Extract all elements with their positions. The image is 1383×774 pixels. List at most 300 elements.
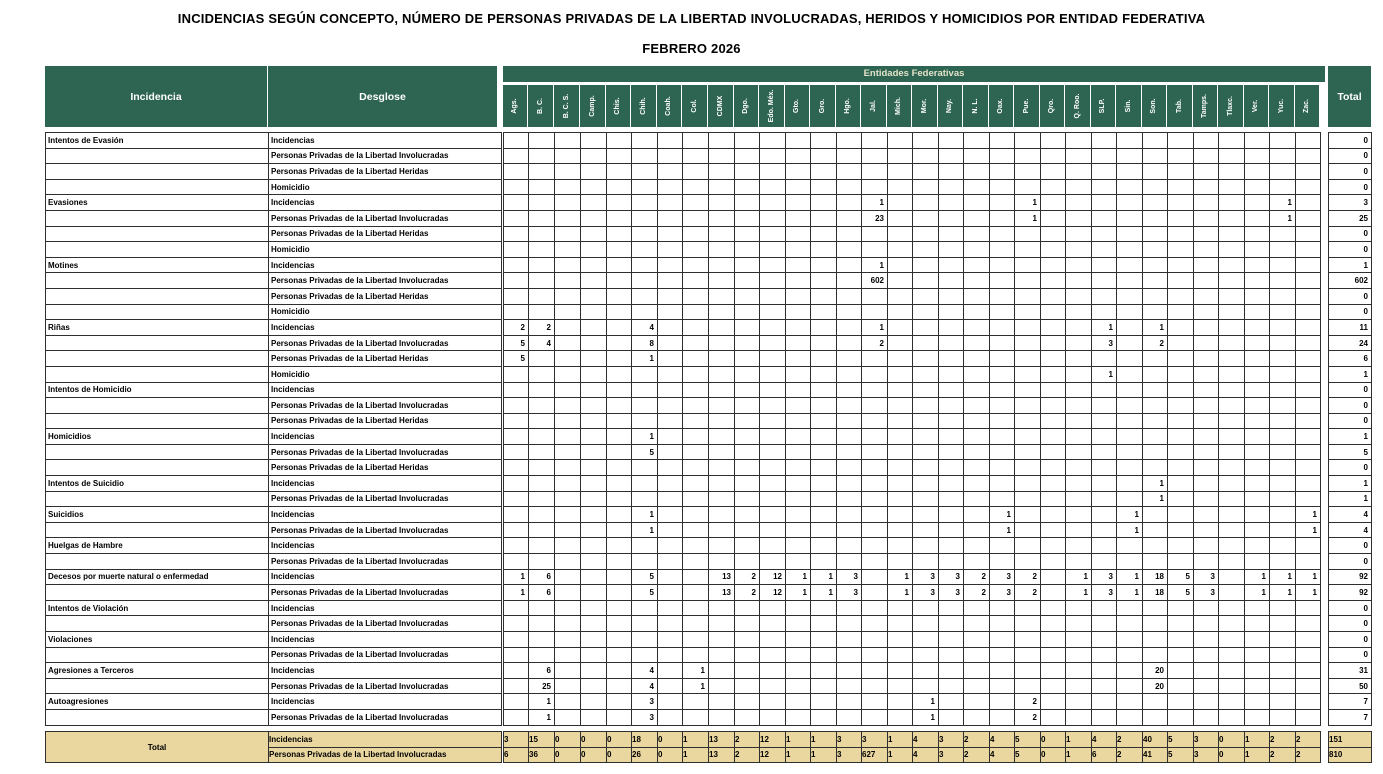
value-cell xyxy=(529,179,555,195)
header-desglose: Desglose xyxy=(268,66,497,127)
incidencia-cell xyxy=(46,242,269,258)
value-cell: 1 xyxy=(1066,569,1092,585)
value-cell xyxy=(1041,288,1066,304)
row-total-cell: 11 xyxy=(1329,320,1372,336)
value-cell xyxy=(1041,320,1066,336)
value-cell xyxy=(1143,164,1168,180)
value-cell xyxy=(990,351,1015,367)
page-subtitle: FEBRERO 2026 xyxy=(642,41,741,56)
value-cell xyxy=(1092,460,1117,476)
value-cell xyxy=(1117,257,1143,273)
value-cell xyxy=(581,647,607,663)
value-cell xyxy=(607,569,632,585)
value-cell xyxy=(990,164,1015,180)
footer-value-cell: 1 xyxy=(786,732,811,748)
state-header-label: Qro. xyxy=(1048,98,1055,114)
state-header xyxy=(938,85,963,127)
value-cell xyxy=(1270,304,1296,320)
state-header-label: Chih. xyxy=(639,97,647,115)
value-cell xyxy=(581,320,607,336)
value-cell xyxy=(1245,133,1270,149)
state-header xyxy=(1091,85,1116,127)
value-cell xyxy=(735,257,760,273)
value-cell xyxy=(607,507,632,523)
value-cell xyxy=(735,476,760,492)
value-cell xyxy=(1041,304,1066,320)
value-cell xyxy=(658,273,683,289)
table-row xyxy=(46,491,502,507)
value-cell xyxy=(913,460,939,476)
value-cell xyxy=(1194,694,1219,710)
state-header-label: Tab. xyxy=(1175,99,1183,113)
desglose-cell: Personas Privadas de la Libertad Involucradas xyxy=(269,522,502,538)
value-cell xyxy=(811,366,837,382)
value-cell xyxy=(1219,148,1245,164)
value-cell xyxy=(683,320,709,336)
value-cell xyxy=(1296,304,1321,320)
value-cell xyxy=(735,554,760,570)
value-cell xyxy=(658,242,683,258)
value-cell xyxy=(555,413,581,429)
state-header-label: Mor. xyxy=(920,98,928,114)
footer-value-cell: 3 xyxy=(1194,747,1219,763)
value-cell xyxy=(760,491,786,507)
value-cell xyxy=(1219,351,1245,367)
table-row xyxy=(1329,569,1372,585)
table-row xyxy=(504,273,1321,289)
footer-value-cell: 15 xyxy=(529,732,555,748)
value-cell xyxy=(1296,273,1321,289)
value-cell xyxy=(862,694,888,710)
value-cell xyxy=(581,616,607,632)
value-cell xyxy=(1143,148,1168,164)
value-cell xyxy=(760,288,786,304)
value-cell xyxy=(1066,320,1092,336)
value-cell xyxy=(658,632,683,648)
state-header-label: Sin. xyxy=(1124,99,1132,113)
value-cell xyxy=(1194,288,1219,304)
value-cell xyxy=(862,600,888,616)
state-header-label: Dgo. xyxy=(742,98,749,114)
value-cell: 1 xyxy=(1117,569,1143,585)
table-row xyxy=(46,195,502,211)
value-cell xyxy=(862,398,888,414)
value-cell xyxy=(888,148,913,164)
value-cell: 3 xyxy=(1092,335,1117,351)
value-cell xyxy=(1143,507,1168,523)
table-row xyxy=(504,554,1321,570)
desglose-cell: Personas Privadas de la Libertad Heridas xyxy=(269,351,502,367)
value-cell xyxy=(1219,133,1245,149)
value-cell xyxy=(837,335,862,351)
value-cell xyxy=(939,507,964,523)
value-cell xyxy=(1168,694,1194,710)
value-cell xyxy=(939,398,964,414)
value-cell xyxy=(1296,288,1321,304)
table-row xyxy=(46,242,502,258)
value-cell xyxy=(1041,647,1066,663)
value-cell xyxy=(1168,351,1194,367)
value-cell: 1 xyxy=(862,320,888,336)
value-cell xyxy=(1041,195,1066,211)
value-cell: 23 xyxy=(862,210,888,226)
value-cell xyxy=(990,335,1015,351)
value-cell xyxy=(1015,351,1041,367)
value-cell xyxy=(607,242,632,258)
table-row xyxy=(504,413,1321,429)
value-cell xyxy=(888,273,913,289)
state-header-label: Nay. xyxy=(946,98,953,114)
value-cell xyxy=(632,133,658,149)
value-cell xyxy=(607,226,632,242)
value-cell xyxy=(1270,538,1296,554)
value-cell xyxy=(735,148,760,164)
value-cell xyxy=(1219,694,1245,710)
value-cell xyxy=(683,491,709,507)
value-cell xyxy=(555,273,581,289)
footer-desglose-cell: Personas Privadas de la Libertad Involucradas xyxy=(269,747,502,763)
value-cell xyxy=(1219,709,1245,725)
value-cell xyxy=(786,694,811,710)
incidencia-cell: Autoagresiones xyxy=(46,694,269,710)
state-header-label: Coah. xyxy=(665,96,672,116)
value-cell xyxy=(837,164,862,180)
value-cell xyxy=(581,522,607,538)
value-cell xyxy=(1066,195,1092,211)
value-cell xyxy=(1041,429,1066,445)
value-cell xyxy=(1296,709,1321,725)
value-cell xyxy=(1270,476,1296,492)
value-cell xyxy=(658,398,683,414)
value-cell xyxy=(1296,148,1321,164)
value-cell xyxy=(1143,522,1168,538)
row-total-cell: 0 xyxy=(1329,382,1372,398)
value-cell xyxy=(1066,522,1092,538)
value-cell: 1 xyxy=(1296,585,1321,601)
value-cell xyxy=(632,164,658,180)
value-cell xyxy=(1296,491,1321,507)
value-cell xyxy=(760,133,786,149)
row-total-cell: 3 xyxy=(1329,195,1372,211)
value-cell xyxy=(1270,382,1296,398)
incidencia-cell xyxy=(46,491,269,507)
value-cell xyxy=(760,273,786,289)
value-cell xyxy=(581,663,607,679)
value-cell xyxy=(888,429,913,445)
value-cell xyxy=(990,382,1015,398)
value-cell xyxy=(581,709,607,725)
value-cell xyxy=(581,444,607,460)
value-cell xyxy=(913,632,939,648)
value-cell xyxy=(1143,366,1168,382)
state-header-label: B. C. S. xyxy=(562,93,570,119)
value-cell: 1 xyxy=(632,507,658,523)
value-cell xyxy=(913,444,939,460)
value-cell xyxy=(1066,226,1092,242)
value-cell xyxy=(1296,632,1321,648)
footer-value-cell: 1 xyxy=(811,732,837,748)
value-cell xyxy=(735,600,760,616)
value-cell xyxy=(555,398,581,414)
value-cell xyxy=(964,148,990,164)
footer-value-cell: 4 xyxy=(990,747,1015,763)
value-cell xyxy=(1168,554,1194,570)
value-cell: 3 xyxy=(1194,585,1219,601)
value-cell xyxy=(1041,242,1066,258)
value-cell xyxy=(1219,382,1245,398)
value-cell xyxy=(760,335,786,351)
table-row xyxy=(504,164,1321,180)
row-total-cell: 1 xyxy=(1329,491,1372,507)
value-cell xyxy=(990,398,1015,414)
value-cell xyxy=(964,647,990,663)
desglose-cell: Incidencias xyxy=(269,663,502,679)
value-cell xyxy=(632,366,658,382)
value-cell xyxy=(964,476,990,492)
value-cell xyxy=(760,678,786,694)
value-cell: 1 xyxy=(862,257,888,273)
value-cell xyxy=(607,164,632,180)
value-cell xyxy=(1168,273,1194,289)
value-cell: 2 xyxy=(1015,694,1041,710)
value-cell xyxy=(683,616,709,632)
value-cell xyxy=(888,554,913,570)
value-cell: 1 xyxy=(632,429,658,445)
value-cell xyxy=(1066,179,1092,195)
value-cell xyxy=(607,320,632,336)
value-cell xyxy=(504,647,529,663)
value-cell xyxy=(786,242,811,258)
value-cell xyxy=(1015,179,1041,195)
value-cell xyxy=(811,663,837,679)
value-cell xyxy=(581,195,607,211)
value-cell xyxy=(939,179,964,195)
value-cell xyxy=(1092,616,1117,632)
value-cell xyxy=(555,522,581,538)
table-row xyxy=(1329,444,1372,460)
value-cell xyxy=(735,538,760,554)
value-cell xyxy=(913,413,939,429)
value-cell xyxy=(964,398,990,414)
value-cell: 1 xyxy=(1117,507,1143,523)
value-cell xyxy=(1245,694,1270,710)
value-cell xyxy=(1270,320,1296,336)
value-cell xyxy=(607,133,632,149)
value-cell xyxy=(504,538,529,554)
table-row xyxy=(504,444,1321,460)
value-cell xyxy=(786,210,811,226)
value-cell xyxy=(1066,694,1092,710)
incidencia-cell xyxy=(46,273,269,289)
value-cell xyxy=(1117,226,1143,242)
value-cell xyxy=(1066,538,1092,554)
value-cell xyxy=(658,257,683,273)
footer-value-cell: 26 xyxy=(632,747,658,763)
value-cell xyxy=(1245,444,1270,460)
value-cell xyxy=(1296,429,1321,445)
value-cell xyxy=(1092,522,1117,538)
value-cell xyxy=(607,460,632,476)
value-cell xyxy=(1219,288,1245,304)
value-cell xyxy=(658,538,683,554)
table-row xyxy=(504,366,1321,382)
value-cell xyxy=(607,585,632,601)
value-cell xyxy=(581,507,607,523)
value-cell xyxy=(964,663,990,679)
value-cell xyxy=(1168,242,1194,258)
value-cell xyxy=(1270,554,1296,570)
value-cell xyxy=(760,304,786,320)
value-cell xyxy=(1245,288,1270,304)
value-cell xyxy=(683,210,709,226)
value-cell xyxy=(632,304,658,320)
value-cell xyxy=(529,507,555,523)
value-cell xyxy=(709,226,735,242)
footer-value-cell: 2 xyxy=(964,747,990,763)
value-cell: 602 xyxy=(862,273,888,289)
value-cell xyxy=(1092,226,1117,242)
value-cell xyxy=(990,632,1015,648)
value-cell xyxy=(658,226,683,242)
value-cell xyxy=(658,210,683,226)
value-cell xyxy=(888,709,913,725)
value-cell: 1 xyxy=(888,569,913,585)
value-cell: 1 xyxy=(529,709,555,725)
value-cell xyxy=(632,273,658,289)
footer-value-cell: 0 xyxy=(581,732,607,748)
value-cell xyxy=(1041,569,1066,585)
value-cell xyxy=(1219,366,1245,382)
value-cell xyxy=(760,398,786,414)
value-cell xyxy=(1194,507,1219,523)
table-row xyxy=(1329,226,1372,242)
value-cell xyxy=(1066,476,1092,492)
footer-value-cell: 1 xyxy=(1066,747,1092,763)
value-cell xyxy=(607,663,632,679)
value-cell: 1 xyxy=(1270,585,1296,601)
desglose-cell: Personas Privadas de la Libertad Heridas xyxy=(269,460,502,476)
value-cell xyxy=(735,335,760,351)
value-cell: 3 xyxy=(913,585,939,601)
value-cell xyxy=(939,195,964,211)
value-cell xyxy=(1143,273,1168,289)
value-cell xyxy=(735,304,760,320)
value-cell xyxy=(1066,444,1092,460)
row-total-cell: 0 xyxy=(1329,148,1372,164)
value-cell xyxy=(964,538,990,554)
value-cell xyxy=(607,647,632,663)
value-cell xyxy=(1066,398,1092,414)
desglose-cell: Homicidio xyxy=(269,304,502,320)
value-cell xyxy=(888,632,913,648)
state-header xyxy=(963,85,989,127)
value-cell xyxy=(607,694,632,710)
footer-value-cell: 1 xyxy=(683,747,709,763)
desglose-cell: Homicidio xyxy=(269,242,502,258)
value-cell xyxy=(964,491,990,507)
value-cell xyxy=(1168,460,1194,476)
value-cell xyxy=(735,398,760,414)
value-cell xyxy=(683,164,709,180)
value-cell xyxy=(581,538,607,554)
value-cell xyxy=(811,242,837,258)
row-total-cell: 50 xyxy=(1329,678,1372,694)
value-cell xyxy=(1168,210,1194,226)
value-cell xyxy=(581,257,607,273)
table-row xyxy=(1329,678,1372,694)
value-cell xyxy=(735,273,760,289)
incidencia-cell xyxy=(46,210,269,226)
value-cell xyxy=(1117,335,1143,351)
value-cell xyxy=(939,476,964,492)
value-cell xyxy=(607,678,632,694)
value-cell xyxy=(529,413,555,429)
value-cell xyxy=(1168,507,1194,523)
value-cell: 4 xyxy=(632,320,658,336)
footer-grand-total-cell: 151 xyxy=(1329,732,1372,748)
row-total-cell: 0 xyxy=(1329,538,1372,554)
value-cell xyxy=(760,382,786,398)
value-cell xyxy=(735,164,760,180)
value-cell: 1 xyxy=(1117,585,1143,601)
value-cell xyxy=(1092,164,1117,180)
value-cell xyxy=(1143,351,1168,367)
value-cell xyxy=(1066,678,1092,694)
value-cell xyxy=(555,600,581,616)
value-cell xyxy=(811,616,837,632)
value-cell xyxy=(939,273,964,289)
value-cell xyxy=(658,522,683,538)
value-cell xyxy=(735,647,760,663)
row-total-cell: 0 xyxy=(1329,304,1372,320)
value-cell xyxy=(1168,444,1194,460)
value-cell xyxy=(837,351,862,367)
value-cell xyxy=(1117,709,1143,725)
state-header xyxy=(1193,85,1218,127)
value-cell xyxy=(658,600,683,616)
value-cell xyxy=(1143,694,1168,710)
value-cell xyxy=(913,647,939,663)
value-cell: 1 xyxy=(683,663,709,679)
value-cell: 3 xyxy=(1092,569,1117,585)
value-cell xyxy=(581,210,607,226)
value-cell xyxy=(837,366,862,382)
value-cell xyxy=(1092,304,1117,320)
value-cell xyxy=(555,288,581,304)
value-cell xyxy=(1015,476,1041,492)
value-cell xyxy=(658,133,683,149)
value-cell xyxy=(1270,273,1296,289)
table-row xyxy=(504,647,1321,663)
value-cell xyxy=(913,164,939,180)
value-cell xyxy=(888,507,913,523)
table-row xyxy=(1329,366,1372,382)
value-cell xyxy=(1143,429,1168,445)
table-row xyxy=(46,647,502,663)
value-cell xyxy=(1041,694,1066,710)
value-cell xyxy=(837,678,862,694)
value-cell xyxy=(1219,195,1245,211)
footer-value-cell: 5 xyxy=(1168,732,1194,748)
value-cell xyxy=(862,444,888,460)
value-cell xyxy=(837,242,862,258)
value-cell xyxy=(1066,554,1092,570)
value-cell: 1 xyxy=(1245,585,1270,601)
value-cell xyxy=(1117,148,1143,164)
value-cell xyxy=(607,709,632,725)
value-cell xyxy=(1041,257,1066,273)
value-cell xyxy=(1168,616,1194,632)
